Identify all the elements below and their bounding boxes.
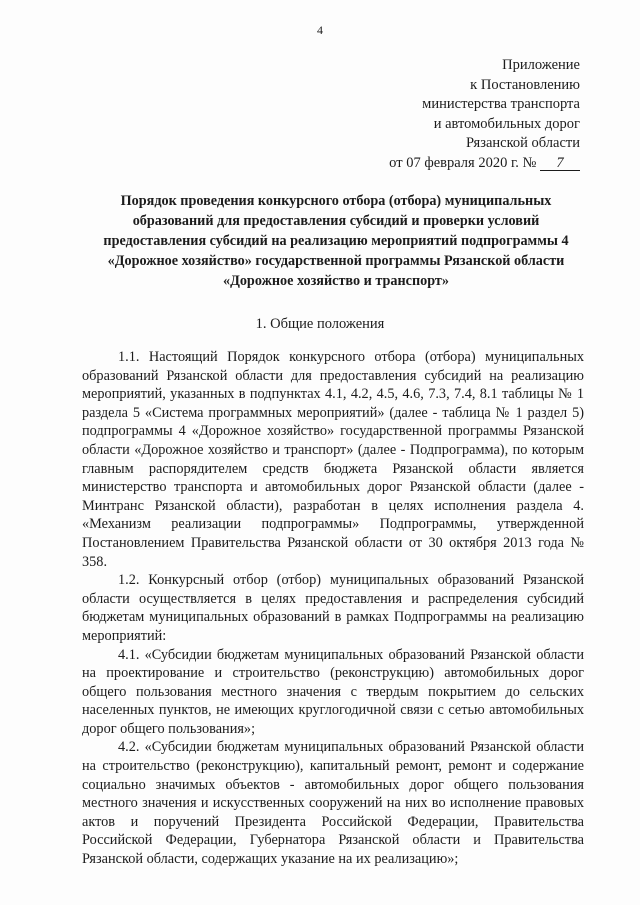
appendix-line-2: к Постановлению <box>470 76 580 93</box>
appendix-line-1: Приложение <box>502 57 580 73</box>
paragraph-1-2: 1.2. Конкурсный отбор (отбор) муниципальных образований Рязанской области осуществляется в целях предоставления и распределения субсидий бюджетам муниципальных образований в рамках Подпрограммы на реализацию мероприятий: <box>82 572 584 644</box>
document-title: Порядок проведения конкурсного отбора (отбора) муниципальных образований для предоставления субсидий и проверки условий предоставления субсидий на реализацию мероприятий подпрограммы 4 «Дорожное хозяйство» государственной программы Рязанской области «Дорожное хозяйство и транспорт» <box>103 193 569 289</box>
paragraph-4-1: 4.1. «Субсидии бюджетам муниципальных образований Рязанской области на проектирование и строительство (реконструкцию) автомобильных дорог общего пользования местного значения с твердым покрытием до сельских населенных пунктов, не имеющих круглогодичной связи с сетью автомобильных дорог общего пользования»; <box>82 646 584 737</box>
section-heading: 1. Общие положения <box>255 316 385 332</box>
appendix-block <box>389 56 580 173</box>
appendix-date: от 07 февраля 2020 г. № <box>389 154 537 171</box>
appendix-number: 7 <box>540 156 580 171</box>
paragraph-4-2: 4.2. «Субсидии бюджетам муниципальных образований Рязанской области на строительство (реконструкцию), капитальный ремонт, ремонт и содержание социально значимых объектов - автомобильных дорог общего пользования местного значения и искусственных сооружений на них во исполнение правовых актов и поручений Президента Российской Федерации, Правительства Российской Федерации, Губернатора Рязанской области и Правительства Рязанской области, содержащих указание на их реализацию»; <box>82 739 584 868</box>
appendix-line-4: и автомобильных дорог <box>433 115 580 132</box>
body-text <box>82 348 584 869</box>
appendix-line-5: Рязанской области <box>466 135 580 151</box>
appendix-date-line <box>389 154 580 174</box>
page-number: 4 <box>317 23 323 37</box>
appendix-line-3: министерства транспорта <box>422 96 580 112</box>
paragraph-1-1: 1.1. Настоящий Порядок конкурсного отбора (отбора) муниципальных образований Рязанской области для предоставления субсидий на реализацию мероприятий, указанных в подпунктах 4.1, 4.2, 4.5, 4.6, 7.3, 7.4, 8.1 таблицы № 1 раздела 5 «Система программных мероприятий» (далее - таблица № 1 раздел 5) подпрограммы 4 «Дорожное хозяйство» государственной программы Рязанской области «Дорожное хозяйство и транспорт» (далее - Подпрограмма), по которым главным распорядителем средств бюджета Рязанской области является министерство транспорта и автомобильных дорог Рязанской области (далее - Минтранс Рязанской области), разработан в целях исполнения раздела 4. «Механизм реализации подпрограммы» Подпрограммы, утвержденной Постановлением Правительства Рязанской области от 30 октября 2013 года № 358. <box>82 349 584 570</box>
